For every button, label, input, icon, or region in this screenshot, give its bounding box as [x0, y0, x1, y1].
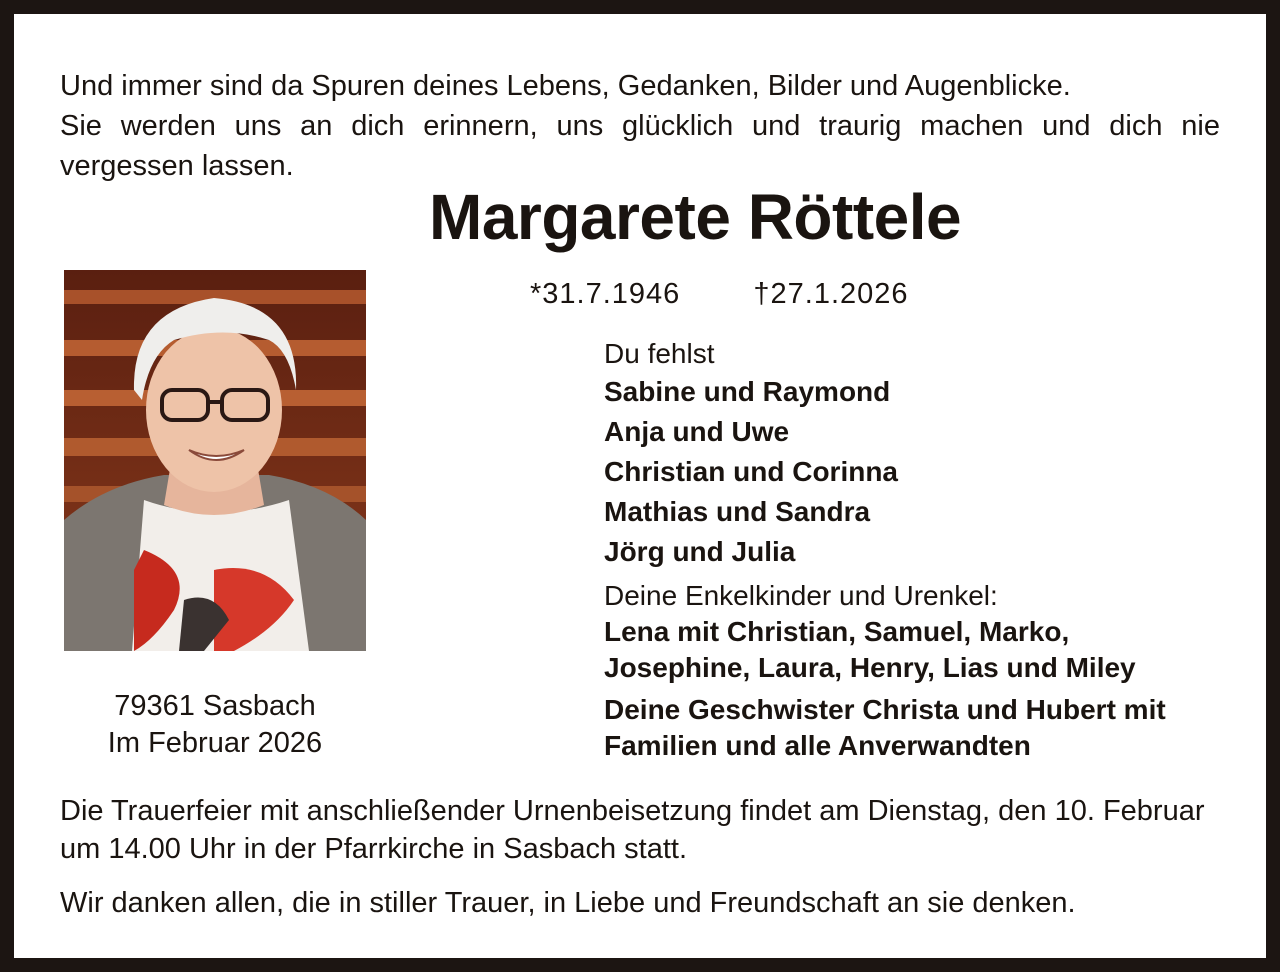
siblings-line-2: Familien und alle Anverwandten [604, 730, 1031, 761]
service-line-1: Die Trauerfeier mit anschließender Urnenbeisetzung findet am Dienstag, den 10. Februar [60, 795, 1205, 827]
mourner-5: Jörg und Julia [604, 536, 796, 567]
deceased-name: Margarete Röttele [429, 181, 962, 253]
mourner-1: Sabine und Raymond [604, 376, 891, 407]
announcement-date: Im Februar 2026 [107, 727, 323, 759]
mourner-3: Christian und Corinna [604, 456, 898, 487]
place-and-date [64, 688, 366, 762]
birth-date: *31.7.1946 [530, 278, 681, 310]
portrait-photo [64, 270, 366, 651]
funeral-service-notice [60, 792, 1220, 868]
siblings-line-1: Deine Geschwister Christa und Hubert mit [604, 694, 1166, 725]
memorial-poem [60, 66, 1220, 186]
grandchildren-line-2: Josephine, Laura, Henry, Lias und Miley [604, 652, 1136, 683]
location: 79361 Sasbach [114, 690, 316, 722]
service-line-2: um 14.00 Uhr in der Pfarrkirche in Sasbach statt. [60, 833, 688, 865]
grandchildren-intro: Deine Enkelkinder und Urenkel: [604, 580, 998, 611]
life-dates [530, 278, 973, 311]
thanks-note: Wir danken allen, die in stiller Trauer, in Liebe und Freundschaft an sie denken. [60, 887, 1076, 919]
mourners-list [604, 336, 1244, 764]
mourners-intro: Du fehlst [604, 338, 715, 369]
mourner-4: Mathias und Sandra [604, 496, 871, 527]
grandchildren-line-1: Lena mit Christian, Samuel, Marko, [604, 616, 1070, 647]
death-date: †27.1.2026 [753, 278, 909, 310]
poem-line-2: Sie werden uns an dich erinnern, uns glücklich und traurig machen und dich nie [60, 110, 1220, 142]
mourner-2: Anja und Uwe [604, 416, 790, 447]
poem-line-1: Und immer sind da Spuren deines Lebens, Gedanken, Bilder und Augenblicke. [60, 70, 1071, 102]
obituary-card [14, 14, 1266, 958]
poem-line-3: vergessen lassen. [60, 150, 294, 182]
